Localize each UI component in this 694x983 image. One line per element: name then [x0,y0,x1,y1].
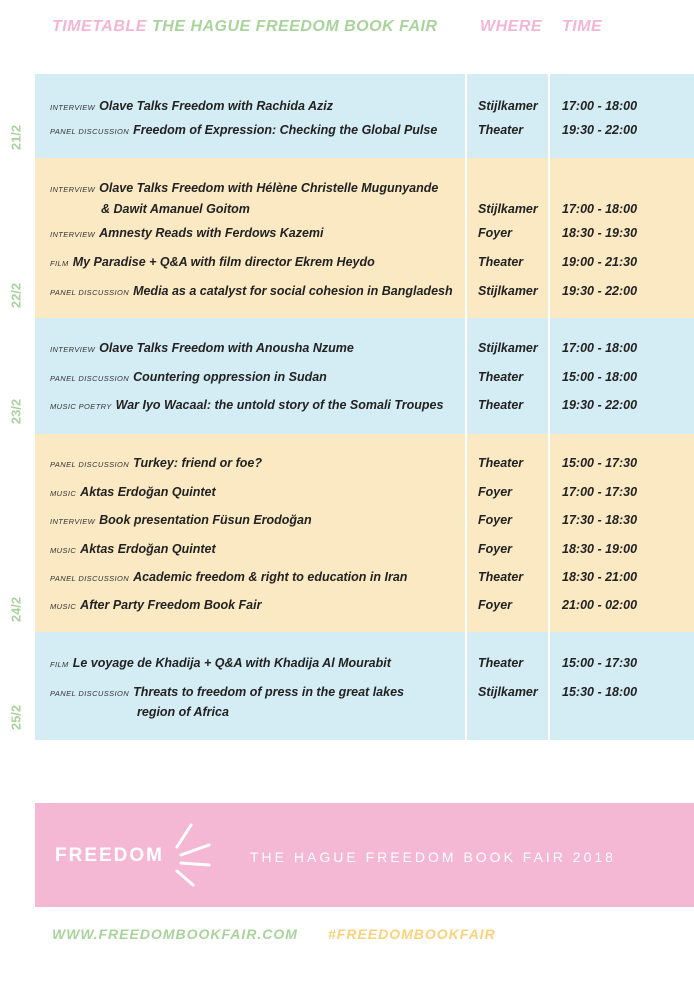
day-block-22-2 [8,158,694,318]
event-category: INTERVIEW [50,230,96,239]
event-title: Amnesty Reads with Ferdows Kazemi [99,226,324,240]
event-title-continued: & Dawit Amanuel Goitom [101,202,250,216]
event-row [35,96,694,116]
freedom-logo: FREEDOM [55,845,164,866]
event-row [35,223,694,243]
event-title: War Iyo Wacaal: the untold story of the Somali Troupes [115,398,444,412]
event-time: 15:00 - 18:00 [562,370,638,384]
event-row [35,510,694,530]
event-title: Turkey: friend or foe? [133,456,263,470]
event-location: Foyer [478,485,513,499]
event-time: 18:30 - 19:00 [562,542,638,556]
event-category: PANEL DISCUSSION [50,689,130,698]
event-title: Olave Talks Freedom with Anousha Nzume [99,341,354,355]
event-time: 15:00 - 17:30 [562,456,638,470]
event-category: MUSIC [50,602,77,611]
event-row-continued [35,702,694,722]
event-category: MUSIC [50,489,77,498]
header-timetable: TIMETABLE [52,18,147,35]
event-title: Aktas Erdoğan Quintet [80,542,216,556]
event-title: Threats to freedom of press in the great lakes [133,685,404,699]
event-title: Le voyage de Khadija + Q&A with Khadija Al Mourabit [72,656,391,670]
event-row [35,653,694,673]
event-location: Theater [478,456,524,470]
event-row [35,682,694,702]
day-label: 22/2 [8,282,24,309]
event-location: Theater [478,123,524,137]
event-location: Foyer [478,513,513,527]
event-time: 19:30 - 22:00 [562,284,638,298]
event-row [35,252,694,272]
day-label: 21/2 [8,124,24,151]
event-time: 15:30 - 18:00 [562,685,638,699]
event-row [35,338,694,358]
event-time: 19:00 - 21:30 [562,255,638,269]
event-location: Theater [478,398,524,412]
event-time: 17:30 - 18:30 [562,513,638,527]
event-row-continued [35,199,694,219]
header-time: TIME [562,18,603,35]
event-category: MUSIC POETRY [50,402,112,411]
event-title: Media as a catalyst for social cohesion in Bangladesh [133,284,453,298]
event-time: 17:00 - 17:30 [562,485,638,499]
day-block-25-2 [8,632,694,740]
event-location: Theater [478,570,524,584]
event-location: Theater [478,370,524,384]
sunburst-rays-icon [171,817,215,893]
event-category: FILM [50,259,69,268]
event-location: Stijlkamer [478,202,538,216]
event-location: Stijlkamer [478,99,538,113]
day-block-23-2 [8,318,694,434]
event-row [35,281,694,301]
event-title: Olave Talks Freedom with Hélène Christelle Mugunyande [99,181,439,195]
event-row [35,367,694,387]
event-category: MUSIC [50,546,77,555]
event-location: Stijlkamer [478,685,538,699]
event-category: INTERVIEW [50,345,96,354]
event-row [35,595,694,615]
event-category: PANEL DISCUSSION [50,127,130,136]
event-category: PANEL DISCUSSION [50,460,130,469]
fair-banner [35,803,694,907]
event-location: Stijlkamer [478,341,538,355]
event-time: 15:00 - 17:30 [562,656,638,670]
event-title: After Party Freedom Book Fair [80,598,262,612]
timetable-header [0,18,694,40]
event-time: 19:30 - 22:00 [562,123,638,137]
event-category: PANEL DISCUSSION [50,374,130,383]
event-category: FILM [50,660,69,669]
event-location: Foyer [478,598,513,612]
event-location: Theater [478,656,524,670]
event-title: Book presentation Füsun Erodoğan [99,513,312,527]
event-location: Stijlkamer [478,284,538,298]
event-category: INTERVIEW [50,103,96,112]
event-time: 21:00 - 02:00 [562,598,638,612]
event-location: Foyer [478,226,513,240]
event-row [35,395,694,415]
event-title: Freedom of Expression: Checking the Global Pulse [133,123,438,137]
event-row [35,539,694,559]
event-row [35,453,694,473]
event-time: 17:00 - 18:00 [562,341,638,355]
event-location: Theater [478,255,524,269]
event-row [35,178,694,198]
event-category: INTERVIEW [50,517,96,526]
event-time: 19:30 - 22:00 [562,398,638,412]
event-title-continued: region of Africa [137,705,229,719]
event-time: 18:30 - 21:00 [562,570,638,584]
event-time: 17:00 - 18:00 [562,202,638,216]
header-where: WHERE [480,18,543,35]
event-category: PANEL DISCUSSION [50,574,130,583]
day-label: 25/2 [8,704,24,731]
event-category: PANEL DISCUSSION [50,288,130,297]
event-title: Academic freedom & right to education in Iran [133,570,408,584]
event-title: My Paradise + Q&A with film director Ekrem Heydo [72,255,375,269]
event-row [35,567,694,587]
event-location: Foyer [478,542,513,556]
banner-title: THE HAGUE FREEDOM BOOK FAIR 2018 [250,849,616,865]
hashtag: #FREEDOMBOOKFAIR [328,926,496,942]
event-category: INTERVIEW [50,185,96,194]
event-title: Aktas Erdoğan Quintet [80,485,216,499]
event-title: Olave Talks Freedom with Rachida Aziz [99,99,334,113]
event-title: Countering oppression in Sudan [133,370,327,384]
day-block-24-2 [8,434,694,632]
event-time: 18:30 - 19:30 [562,226,638,240]
day-label: 24/2 [8,596,24,623]
header-fair-name: THE HAGUE FREEDOM BOOK FAIR [152,18,438,35]
day-label: 23/2 [8,398,24,425]
day-block-21-2 [8,74,694,158]
event-row [35,120,694,140]
event-row [35,482,694,502]
website-url: WWW.FREEDOMBOOKFAIR.COM [52,926,298,942]
event-time: 17:00 - 18:00 [562,99,638,113]
